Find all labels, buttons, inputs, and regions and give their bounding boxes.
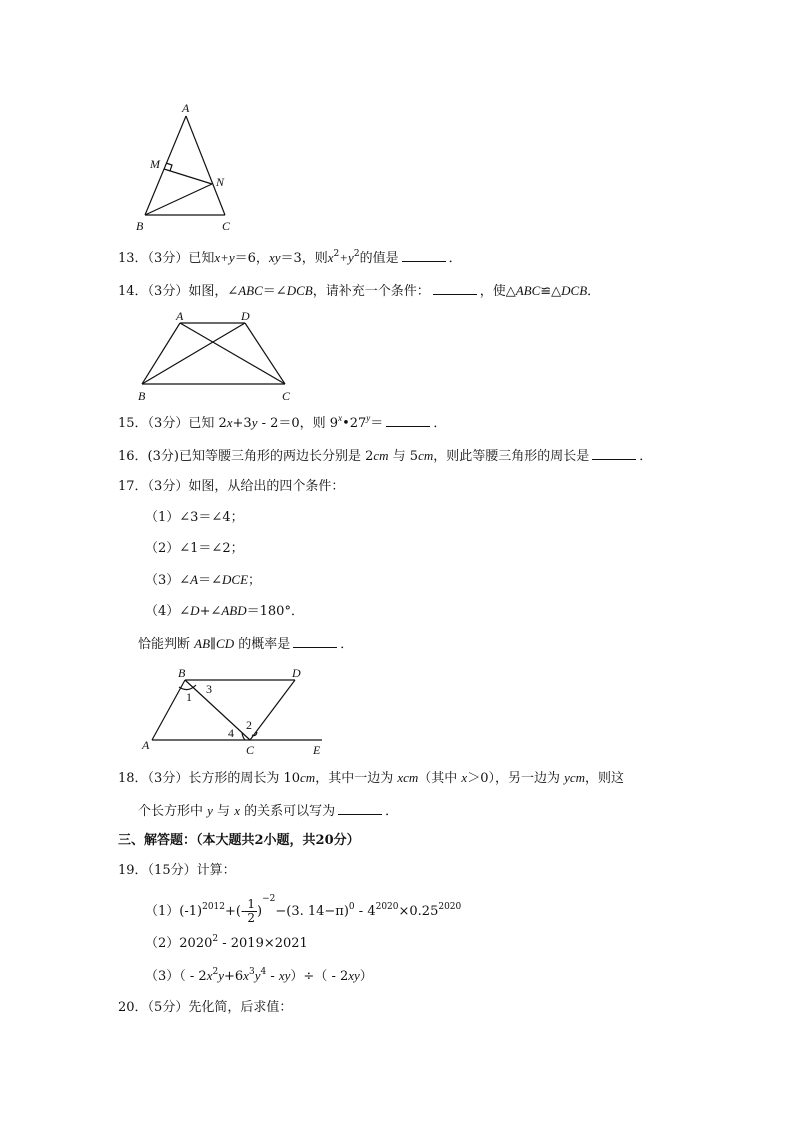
question-17: 17．（3分）如图，从给出的四个条件： bbox=[118, 479, 345, 494]
label-a: A bbox=[176, 309, 184, 323]
question-19: 19．（15分）计算： bbox=[118, 863, 236, 878]
question-16: 16．(3分)已知等腰三角形的两边长分别是 2cm 与 5cm，则此等腰三角形的周长是 ． bbox=[118, 448, 653, 464]
angle-3: 3 bbox=[206, 682, 212, 696]
condition-2: （2）∠1＝∠2； bbox=[145, 541, 244, 556]
condition-4: （4）∠D+∠ABD＝180°． bbox=[145, 603, 304, 619]
question-18-line2: 个长方形中 y 与 x 的关系可以写为 ． bbox=[138, 803, 399, 819]
figure-parallel-lines bbox=[138, 665, 338, 760]
label-c: C bbox=[222, 219, 231, 233]
fraction-one-half: $\frac{1}{2}$ bbox=[247, 897, 255, 925]
answer-blank[interactable] bbox=[338, 803, 382, 815]
answer-blank[interactable] bbox=[293, 636, 337, 648]
label-c: C bbox=[282, 389, 291, 403]
label-m: M bbox=[150, 157, 160, 171]
label-d: D bbox=[241, 309, 250, 323]
question-19-part-1: $(1)(-1)^{2012}+(-$ $\frac{1}{2}$ )$^{-2}$−(3. $14-\pi)^0 - 4^{2020}\times 0.25^{2020}$ bbox=[145, 894, 462, 925]
answer-blank[interactable] bbox=[433, 283, 477, 295]
condition-3: （3）∠A＝∠DCE； bbox=[145, 572, 262, 588]
label-b: B bbox=[138, 389, 146, 403]
question-20: 20．（5分）先化简，后求值： bbox=[118, 1000, 293, 1015]
answer-blank[interactable] bbox=[592, 448, 636, 460]
label-a: A bbox=[182, 101, 190, 115]
angle-1: 1 bbox=[186, 690, 192, 704]
question-18: 18．（3分）长方形的周长为 10cm，其中一边为 xcm（其中 x＞0），另一边为 ycm，则这 bbox=[118, 770, 625, 786]
label-c: C bbox=[246, 743, 255, 757]
section-3-heading: 三、解答题：（本大题共2小题，共20分） bbox=[118, 833, 360, 848]
label-e: E bbox=[313, 743, 321, 757]
question-15: 15．（3分）已知 2x+3y - 2＝0，则 $9^x•27^y=$ ． bbox=[118, 413, 447, 431]
label-b: B bbox=[178, 666, 186, 680]
label-b: B bbox=[136, 219, 144, 233]
condition-1: （1）∠3＝∠4； bbox=[145, 510, 244, 525]
label-n: N bbox=[216, 175, 225, 189]
figure-triangle-amn bbox=[130, 100, 250, 235]
figure-crossed-triangles bbox=[130, 308, 300, 403]
angle-4: 4 bbox=[228, 726, 234, 740]
angle-2: 2 bbox=[246, 718, 252, 732]
answer-blank[interactable] bbox=[386, 415, 430, 427]
question-17-prompt: 恰能判断 AB∥CD 的概率是 ． bbox=[138, 636, 354, 652]
answer-blank[interactable] bbox=[402, 250, 446, 262]
question-19-part-2: （2）2020$^2$ - 2019×2021 bbox=[145, 934, 308, 951]
question-19-part-3: $(3)( - 2x^2y+6x^3y^4 - xy)\div( - 2xy)$ bbox=[145, 967, 373, 984]
question-14: 14．（3分）如图，∠ABC＝∠DCB，请补充一个条件： ，使△ABC≌△DCB． bbox=[118, 283, 601, 299]
question-13: 13．（3分）已知x+y＝6，xy＝3，则$x^2+y^2$的值是 ． bbox=[118, 249, 462, 266]
label-a: A bbox=[142, 738, 150, 752]
label-d: D bbox=[292, 666, 301, 680]
